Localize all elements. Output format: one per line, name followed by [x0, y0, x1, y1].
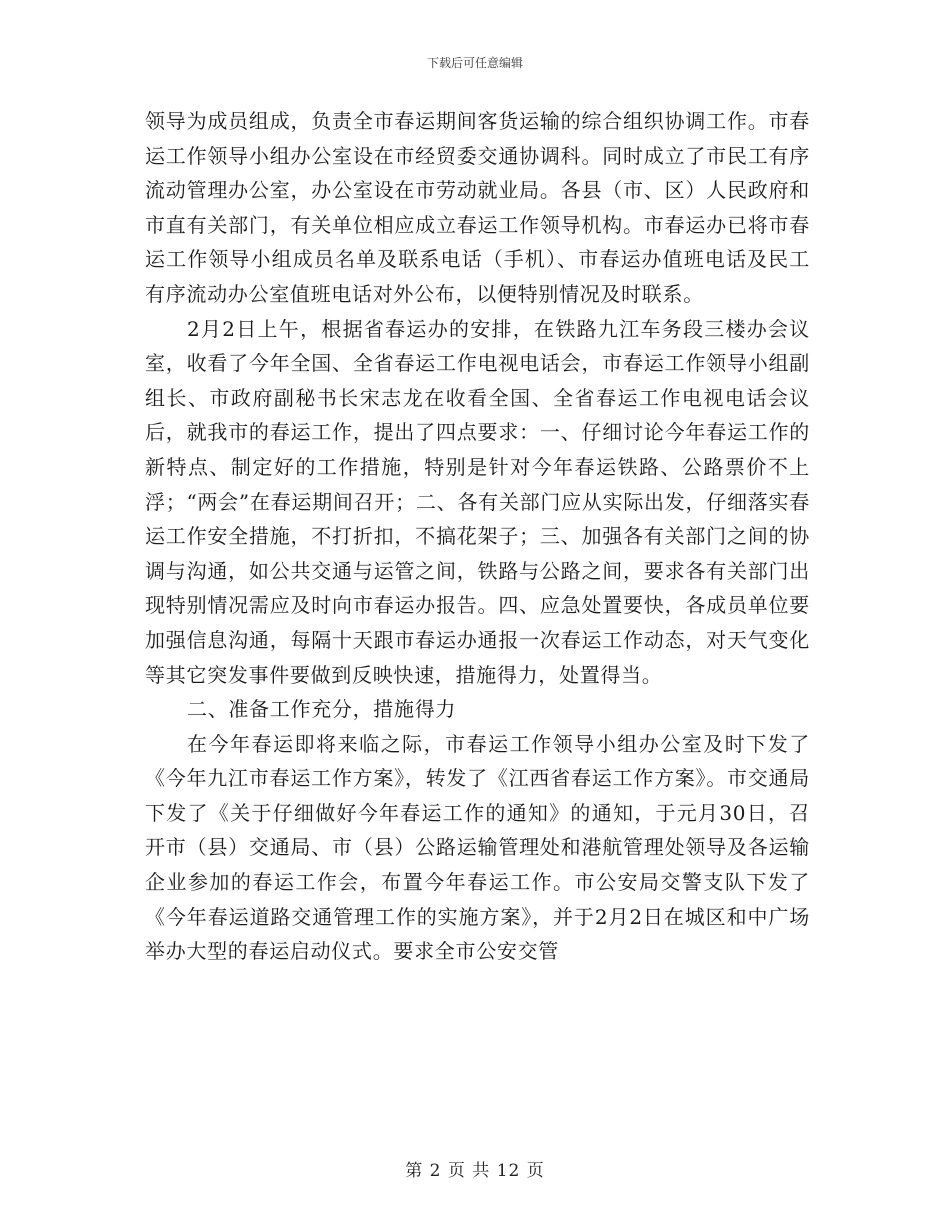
paragraph-3: 在今年春运即将来临之际，市春运工作领导小组办公室及时下发了《今年九江市春运工作方案》，转发了《江西省春运工作方案》。市交通局下发了《关于仔细做好今年春运工作的通知》的通知，于元月30日，召开市（县）交通局、市（县）公路运输管理处和港航管理处领导及各运输企业参加的春运工作会，布置今年春运工作。市公安局交警支队下发了《今年春运道路交通管理工作的实施方案》，并于2月2日在城区和中广场举办大型的春运启动仪式。要求全市公安交管	[145, 731, 810, 964]
document-body	[145, 104, 810, 969]
paragraph-1: 领导为成员组成，负责全市春运期间客货运输的综合组织协调工作。市春运工作领导小组办公室设在市经贸委交通协调科。同时成立了市民工有序流动管理办公室，办公室设在市劳动就业局。各县（市、区）人民政府和市直有关部门，有关单位相应成立春运工作领导机构。市春运办已将市春运工作领导小组成员名单及联系电话（手机）、市春运办值班电话及民工有序流动办公室值班电话对外公布，以便特别情况及时联系。	[145, 109, 810, 306]
section-heading: 二、准备工作充分，措施得力	[187, 697, 457, 722]
header-note: 下载后可任意编辑	[426, 56, 523, 70]
paragraph-2: 2月2日上午，根据省春运办的安排，在铁路九江车务段三楼办会议室，收看了今年全国、全省春运工作电视电话会，市春运工作领导小组副组长、市政府副秘书长宋志龙在收看全国、全省春运工作电视电话会议后，就我市的春运工作，提出了四点要求：一、仔细讨论今年春运工作的新特点、制定好的工作措施，特别是针对今年春运铁路、公路票价不上浮；“两会”在春运期间召开；二、各有关部门应从实际出发，仔细落实春运工作安全措施，不打折扣，不搞花架子；三、加强各有关部门之间的协调与沟通，如公共交通与运管之间，铁路与公路之间，要求各有关部门出现特别情况需应及时向市春运办报告。四、应急处置要快，各成员单位要加强信息沟通，每隔十天跟市春运办通报一次春运工作动态，对天气变化等其它突发事件要做到反映快速，措施得力，处置得当。	[145, 316, 810, 687]
page-number: 第 2 页 共 12 页	[405, 1161, 545, 1181]
